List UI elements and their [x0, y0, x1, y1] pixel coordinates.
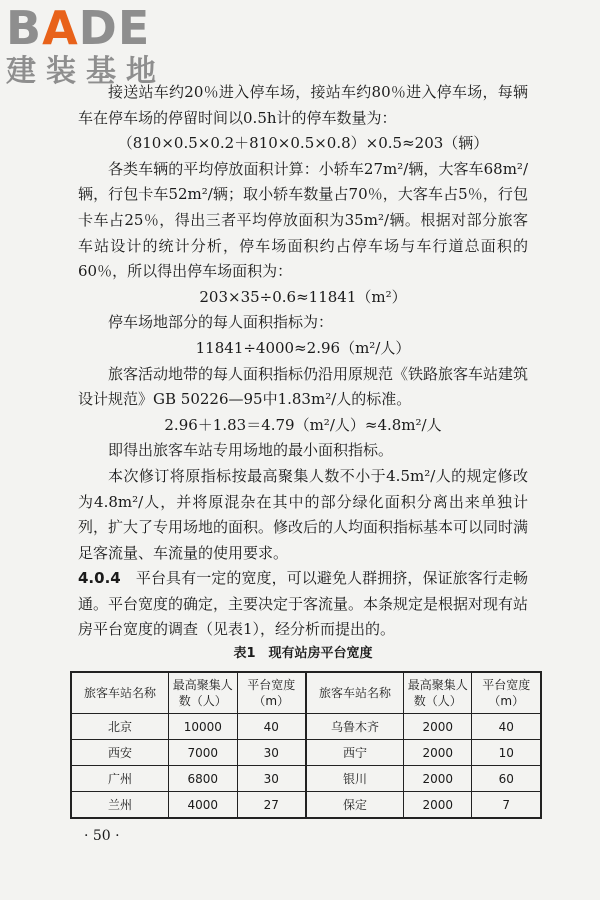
cell-station: 广州	[71, 766, 169, 792]
section-text: 平台具有一定的宽度，可以避免人群拥挤，保证旅客行走畅通。平台宽度的确定，主要决定于客流量。本条规定是根据对现有站房平台宽度的调查（见表1），经分析而提出的。	[78, 569, 529, 639]
cell-width: 27	[237, 792, 306, 819]
table-row	[71, 740, 541, 766]
paragraph-parking-ratio: 接送站车约20％进入停车场，接站车约80％进入停车场，每辆车在停车场的停留时间以0.5h计的停车数量为：	[78, 83, 528, 127]
cell-station: 北京	[71, 714, 169, 740]
table-title: 表1 现有站房平台宽度	[233, 646, 373, 662]
cell-width: 30	[237, 740, 306, 766]
header-max-people-2: 最高聚集人数（人）	[404, 672, 472, 714]
cell-max-people: 10000	[169, 714, 237, 740]
logo-wordmark: BADE	[6, 1, 151, 55]
cell-station: 西安	[71, 740, 169, 766]
cell-max-people: 2000	[404, 740, 472, 766]
table-row	[71, 792, 541, 819]
cell-station: 西宁	[306, 740, 404, 766]
section-number: 4.0.4	[78, 569, 121, 588]
paragraph-platform-width	[78, 566, 528, 643]
formula-parking-area: 203×35÷0.6≈11841（m²）	[199, 287, 407, 306]
cell-max-people: 6800	[169, 766, 237, 792]
paragraph-min-index: 即得出旅客车站专用场地的最小面积指标。	[108, 441, 394, 460]
cell-width: 40	[472, 714, 541, 740]
cell-station: 保定	[306, 792, 404, 819]
header-station-2: 旅客车站名称	[306, 672, 404, 714]
formula-per-person: 11841÷4000≈2.96（m²/人）	[195, 338, 411, 357]
header-width-2: 平台宽度（m）	[472, 672, 541, 714]
cell-width: 40	[237, 714, 306, 740]
page-number: · 50 ·	[84, 828, 120, 844]
cell-max-people: 2000	[404, 714, 472, 740]
cell-width: 7	[472, 792, 541, 819]
paragraph-per-person-heading: 停车场地部分的每人面积指标为：	[108, 313, 334, 332]
header-max-people: 最高聚集人数（人）	[169, 672, 237, 714]
paragraph-parking-area: 各类车辆的平均停放面积计算：小轿车27m²/辆，大客车68m²/辆，行包卡车52m²/辆；取小轿车数量占70％，大客车占5％，行包卡车占25％，得出三者平均停放面积为35m²/辆。根据对部分旅客车站设计的统计分析，停车场面积约占停车场与车行道总面积的60％，所以得出停车场面积为：	[78, 159, 528, 281]
cell-max-people: 2000	[404, 792, 472, 819]
table-row	[71, 714, 541, 740]
cell-max-people: 2000	[404, 766, 472, 792]
cell-width: 30	[237, 766, 306, 792]
logo-tagline: 建装基地	[6, 54, 166, 89]
paragraph-activity-zone: 旅客活动地带的每人面积指标仍沿用原规范《铁路旅客车站建筑设计规范》GB 50226—95中1.83m²/人的标准。	[78, 364, 529, 409]
paragraph-revision: 本次修订将原指标按最高聚集人数不小于4.5m²/人的规定修改为4.8m²/人，并将原混杂在其中的部分绿化面积分离出来单独计列，扩大了专用场地的面积。修改后的人均面积指标基本可以同时满足客流量、车流量的使用要求。	[78, 466, 529, 562]
table-row	[71, 766, 541, 792]
cell-station: 银川	[306, 766, 404, 792]
document-body	[78, 80, 531, 819]
header-station: 旅客车站名称	[71, 672, 169, 714]
cell-max-people: 7000	[169, 740, 237, 766]
table-header-row	[71, 672, 541, 714]
formula-total-index: 2.96＋1.83＝4.79（m²/人）≈4.8m²/人	[164, 415, 442, 434]
cell-station: 兰州	[71, 792, 169, 819]
platform-width-table	[70, 671, 542, 819]
cell-width: 10	[472, 740, 541, 766]
cell-station: 乌鲁木齐	[306, 714, 404, 740]
cell-width: 60	[472, 766, 541, 792]
header-width: 平台宽度（m）	[237, 672, 306, 714]
formula-vehicle-count: （810×0.5×0.2＋810×0.5×0.8）×0.5≈203（辆）	[117, 134, 489, 153]
cell-max-people: 4000	[169, 792, 237, 819]
